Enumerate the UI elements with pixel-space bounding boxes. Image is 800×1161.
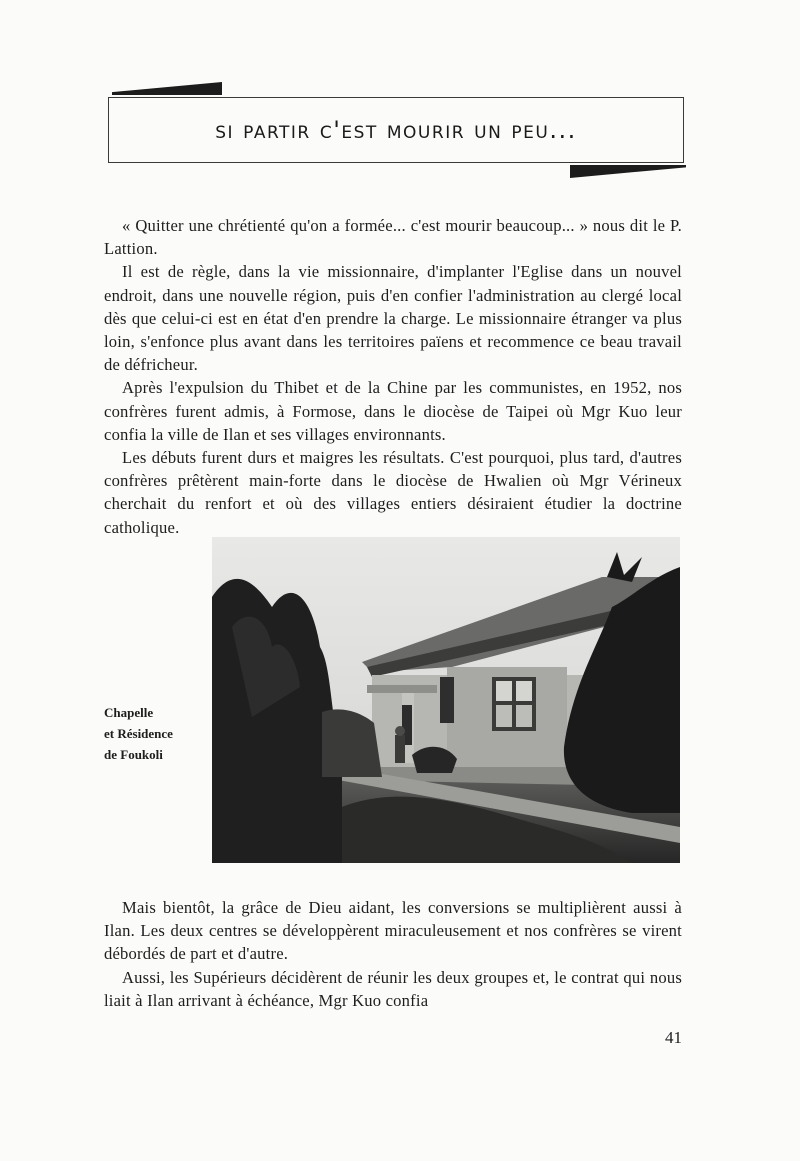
article-body-top (104, 214, 682, 539)
page-title: si partir c'est mourir un peu... (215, 116, 577, 144)
paragraph: « Quitter une chrétienté qu'on a formée... c'est mourir beaucoup... » nous dit le P. Lattion. (104, 216, 682, 259)
paragraph: Mais bientôt, la grâce de Dieu aidant, les conversions se multiplièrent aussi à Ilan. Les deux centres se développèrent miraculeusement et nos confrères se virent débordés de part et d'autre. (104, 898, 682, 964)
paragraph: Après l'expulsion du Thibet et de la Chine par les communistes, en 1952, nos confrères furent admis, à Formose, dans le diocèse de Taipei où Mgr Kuo leur confia la ville de Ilan et ses villages environnants. (104, 378, 682, 444)
chapel-photo-drawing (212, 537, 680, 863)
caption-line: Chapelle (104, 705, 154, 720)
paragraph: Aussi, les Supérieurs décidèrent de réunir les deux groupes et, le contrat qui nous liait à Ilan arrivant à échéance, Mgr Kuo confia (104, 967, 682, 1010)
paragraph: Les débuts furent durs et maigres les résultats. C'est pourquoi, plus tard, d'autres confrères prêtèrent main-forte dans le diocèse de Hwalien où Mgr Vérineux cherchait du renfort et où des villages entiers désiraient étudier la doctrine catholique. (104, 448, 682, 537)
caption-line: de Foukoli (104, 747, 163, 762)
chapel-photo (212, 537, 680, 863)
caption-line: et Résidence (104, 726, 173, 741)
article-body-bottom (104, 896, 682, 1012)
page-number: 41 (665, 1028, 682, 1047)
title-ornament-top (112, 82, 222, 95)
photo-caption (104, 702, 204, 765)
paragraph: Il est de règle, dans la vie missionnaire, d'implanter l'Eglise dans un nouvel endroit, dans une nouvelle région, puis d'en confier l'administration au clergé local dès que celui-ci est en état d'en prendre la charge. Le missionnaire étranger va plus loin, s'enfonce plus avant dans les territoires païens et recommence ce beau travail de défricheur. (104, 262, 682, 375)
title-ornament-bottom (570, 165, 686, 178)
